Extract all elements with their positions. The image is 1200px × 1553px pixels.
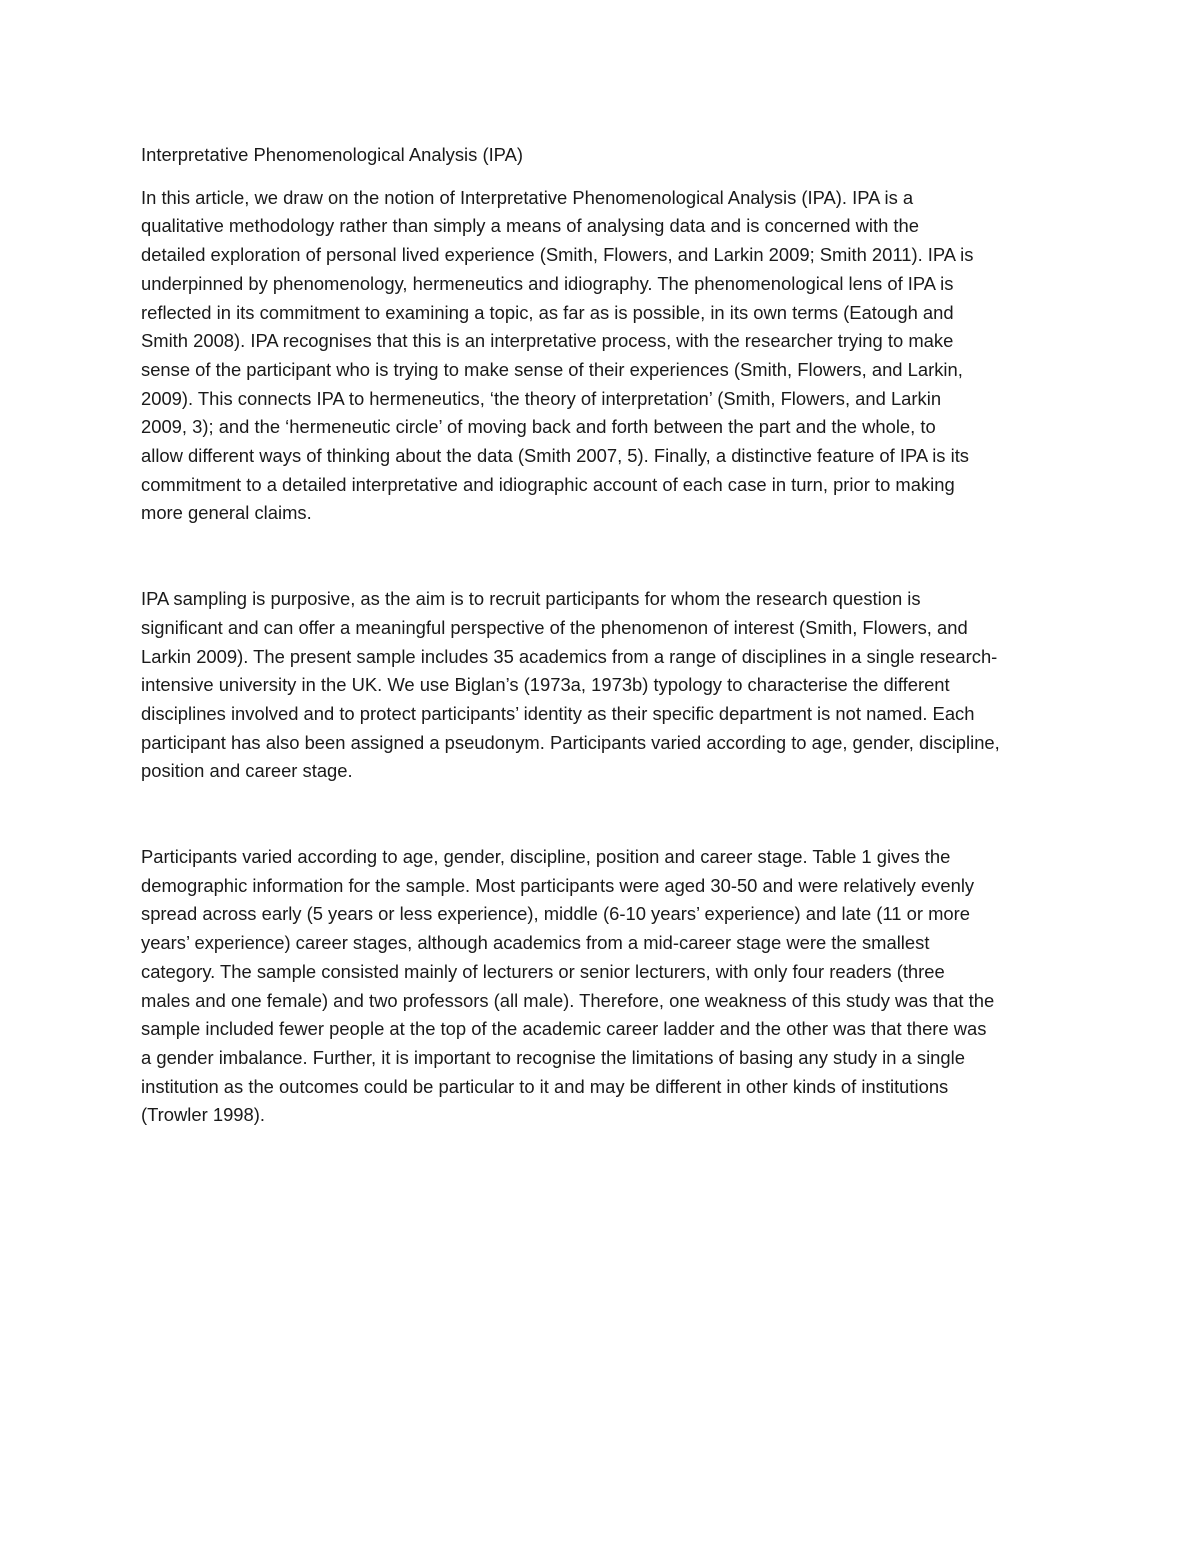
text-line: Participants varied according to age, gender, discipline, position and career stage. Table 1 gives the bbox=[141, 846, 951, 868]
text-line: 2009). This connects IPA to hermeneutics, ‘the theory of interpretation’ (Smith, Flowers, and Larkin bbox=[141, 387, 942, 409]
text-line: Smith 2008). IPA recognises that this is an interpretative process, with the researcher trying to make bbox=[141, 330, 954, 352]
text-line: position and career stage. bbox=[141, 760, 353, 782]
paragraph-spacer bbox=[141, 528, 1071, 585]
text-line: underpinned by phenomenology, hermeneutics and idiography. The phenomenological lens of IPA is bbox=[141, 272, 954, 294]
paragraph-ipa-sampling bbox=[141, 585, 1071, 786]
text-line: IPA sampling is purposive, as the aim is to recruit participants for whom the research question is bbox=[141, 588, 921, 610]
paragraph-participants bbox=[141, 843, 1071, 1130]
text-line: sample included fewer people at the top of the academic career ladder and the other was that there was bbox=[141, 1018, 987, 1040]
text-line: (Trowler 1998). bbox=[141, 1104, 266, 1126]
text-line: demographic information for the sample. Most participants were aged 30-50 and were relatively evenly bbox=[141, 874, 975, 896]
text-line: males and one female) and two professors (all male). Therefore, one weakness of this study was that the bbox=[141, 989, 995, 1011]
paragraph-spacer bbox=[141, 786, 1071, 843]
text-line: spread across early (5 years or less experience), middle (6-10 years’ experience) and late (11 or more bbox=[141, 903, 970, 925]
text-line: significant and can offer a meaningful perspective of the phenomenon of interest (Smith, Flowers, and bbox=[141, 616, 968, 638]
text-line: commitment to a detailed interpretative and idiographic account of each case in turn, prior to making bbox=[141, 473, 955, 495]
text-line: institution as the outcomes could be particular to it and may be different in other kinds of institutions bbox=[141, 1075, 949, 1097]
text-line: detailed exploration of personal lived experience (Smith, Flowers, and Larkin 2009; Smith 2011). IPA is bbox=[141, 244, 974, 266]
text-line: sense of the participant who is trying to make sense of their experiences (Smith, Flowers, and Larkin, bbox=[141, 358, 963, 380]
text-line: Larkin 2009). The present sample includes 35 academics from a range of disciplines in a single research- bbox=[141, 645, 998, 667]
document-title: Interpretative Phenomenological Analysis (IPA) bbox=[141, 144, 523, 165]
text-line: In this article, we draw on the notion of Interpretative Phenomenological Analysis (IPA). IPA is a bbox=[141, 186, 914, 208]
text-line: 2009, 3); and the ‘hermeneutic circle’ of moving back and forth between the part and the whole, to bbox=[141, 416, 936, 438]
text-line: disciplines involved and to protect participants’ identity as their specific department is not named. Each bbox=[141, 702, 975, 724]
text-line: participant has also been assigned a pseudonym. Participants varied according to age, gender, discipline, bbox=[141, 731, 1000, 753]
text-line: qualitative methodology rather than simply a means of analysing data and is concerned with the bbox=[141, 215, 919, 237]
text-line: more general claims. bbox=[141, 502, 312, 524]
text-line: reflected in its commitment to examining a topic, as far as is possible, in its own terms (Eatough and bbox=[141, 301, 954, 323]
text-line: allow different ways of thinking about the data (Smith 2007, 5). Finally, a distinctive feature of IPA is its bbox=[141, 445, 970, 467]
text-line: category. The sample consisted mainly of lecturers or senior lecturers, with only four readers (three bbox=[141, 960, 945, 982]
text-line: years’ experience) career stages, although academics from a mid-career stage were the smallest bbox=[141, 932, 930, 954]
document-body bbox=[141, 141, 1071, 1130]
text-line: intensive university in the UK. We use Biglan’s (1973a, 1973b) typology to characterise the different bbox=[141, 674, 950, 696]
text-line: a gender imbalance. Further, it is important to recognise the limitations of basing any study in a single bbox=[141, 1046, 965, 1068]
paragraph-ipa-overview bbox=[141, 184, 1071, 528]
